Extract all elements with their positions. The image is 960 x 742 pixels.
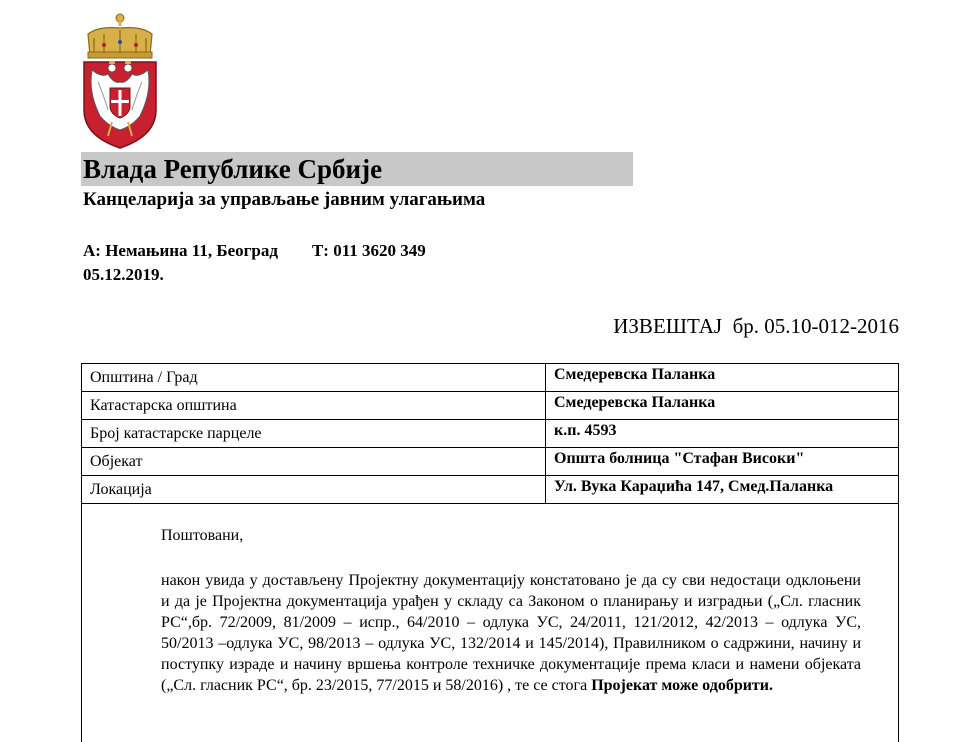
letter-paragraph: [161, 570, 861, 696]
row-value: Смедеревска Паланка: [554, 394, 716, 411]
report-number: ИЗВЕШТАЈ бр. 05.10-012-2016: [613, 314, 899, 338]
row-value: Општа болница "Стафан Високи": [554, 450, 805, 467]
address-line: [83, 241, 426, 261]
greeting: Поштовани,: [161, 527, 244, 544]
table-row: [82, 392, 898, 420]
row-value: Ул. Вука Караџића 147, Смед.Паланка: [554, 478, 834, 495]
row-value: к.п. 4593: [554, 422, 617, 439]
row-label: Катастарска општина: [82, 392, 546, 419]
approval-conclusion: Пројекат може одобрити.: [591, 677, 774, 694]
row-value: Смедеревска Паланка: [554, 366, 716, 383]
table-row: [82, 420, 898, 448]
crown-icon: [88, 14, 152, 58]
office-name: Канцеларија за управљање јавним улагањима: [83, 189, 486, 210]
row-label: Локација: [82, 476, 546, 503]
letter-body-box: [81, 502, 899, 742]
letter-body-text: након увида у достављену Пројектну документацију констатовано је да су сви недостаци одклоњени и да је Пројектна документација урађен у складу са Законом о планирању и изградњи („Сл. гласник РС“,бр. 72/2009, 81/2009 – испр., 64/2010 – одлука УС, 24/2011, 121/2012, 42/2013 – одлука УС, 50/2013 –одлука УС, 98/2013 – одлука УС, 132/2014 и 145/2014), Правилником о садржини, начину и поступку израде и начину вршења контроле техничке документације према класи и намени објеката („Сл. гласник РС“, бр. 23/2015, 77/2015 и 58/2016) , те се стога: [161, 572, 861, 694]
table-row: [82, 364, 898, 392]
shield-icon: [84, 61, 156, 148]
property-info-table: [81, 363, 899, 504]
table-row: [82, 448, 898, 476]
phone: Т: 011 3620 349: [311, 241, 426, 260]
row-label: Број катастарске парцеле: [82, 420, 546, 447]
address: А: Немањина 11, Београд: [83, 241, 278, 260]
government-title-bar: [81, 152, 633, 186]
row-label: Објекат: [82, 448, 546, 475]
coat-of-arms-emblem: [78, 12, 162, 152]
table-row: [82, 476, 898, 504]
document-date: 05.12.2019.: [83, 265, 164, 284]
row-label: Општина / Град: [82, 364, 546, 391]
government-title: Влада Републике Србије: [83, 154, 383, 184]
